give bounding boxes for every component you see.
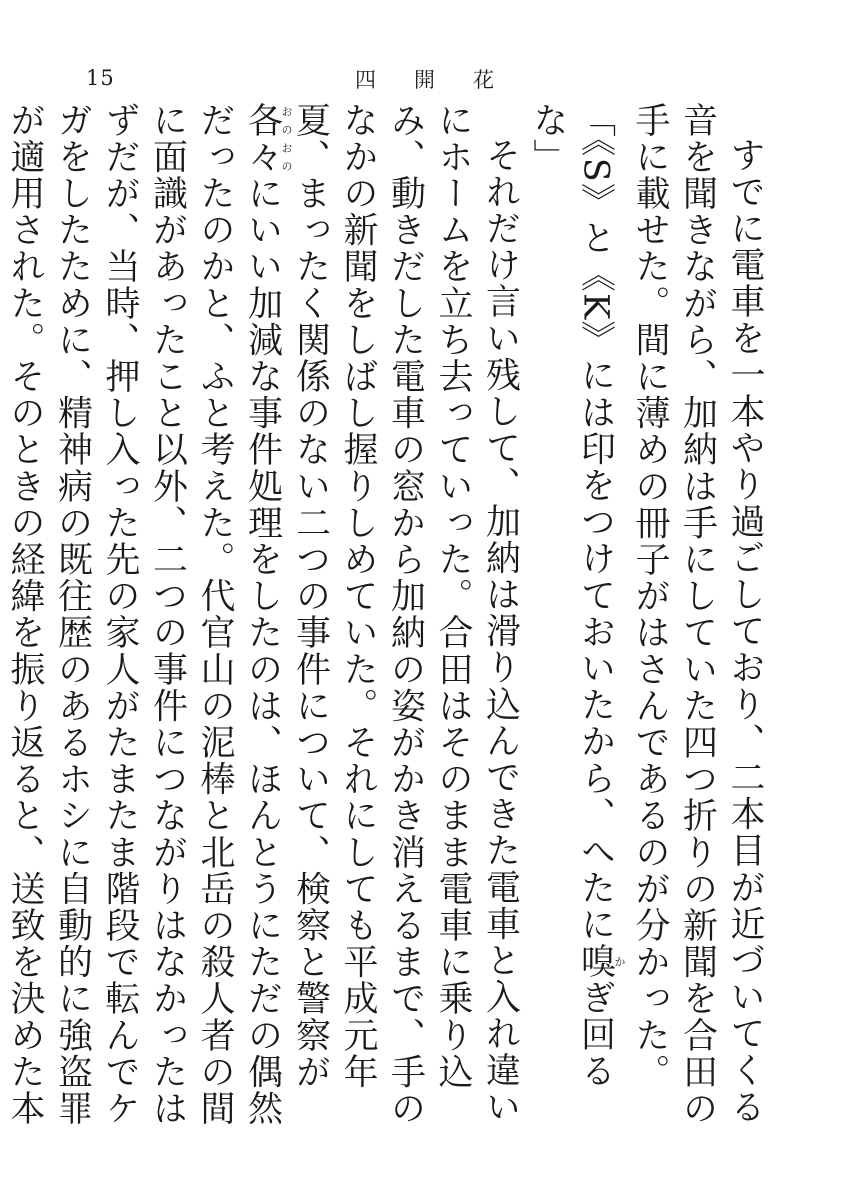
paragraph-text: すでに電車を一本やり過ごしており、二本目が近づいてくる音を聞きながら、加納は手にしていた四つ折りの新聞を合田の手に載せた。間に薄めの冊子がはさんであるのが分かった。 [630,102,765,1127]
paragraph-text: 「《S》と《K》には印をつけておいたから、へたに [575,102,616,944]
paragraph-text: それだけ言い残して、加納は滑り込んできた電車と入れ違いにホームを立ち去っていった。合田はそのまま電車に乗り込み、動きだした電車の窓から加納の姿がかき消えるまで、手のなかの新聞をしばし握りしめていた。それにしても平成元年夏、まったく関係のない二つの事件について、検察と警察が [290,102,521,1127]
ruby-annotation [242,102,293,176]
body-text [5,102,768,1127]
ruby-reading: か [613,943,626,980]
paragraph-text: ぎ回るな」 [528,102,616,1090]
ruby-base: 各々 [242,102,283,176]
ruby-annotation [575,943,626,980]
paragraph [0,102,524,1127]
page-number: 15 [86,66,115,90]
paragraph [626,102,769,1127]
paragraph-text: にいい加減な事件処理をしたのは、ほんとうにただの偶然だったのかと、ふと考えた。代官山の泥棒と北岳の殺人者の間に面識があったこと以外、二つの事件につながりはなかったはずだが、当時、押し入った先の家人がたまたま階段で転んでケガをしたために、精神病の既往歴のあるホシに自動的に強盗罪が適用された。そのときの経緯を振り返ると、送致を決めた本 [5,102,283,1127]
paragraph [524,102,626,1127]
ruby-reading: おのおの [280,102,293,176]
ruby-base: 嗅 [575,943,616,980]
running-head: 四開花 [355,68,532,92]
